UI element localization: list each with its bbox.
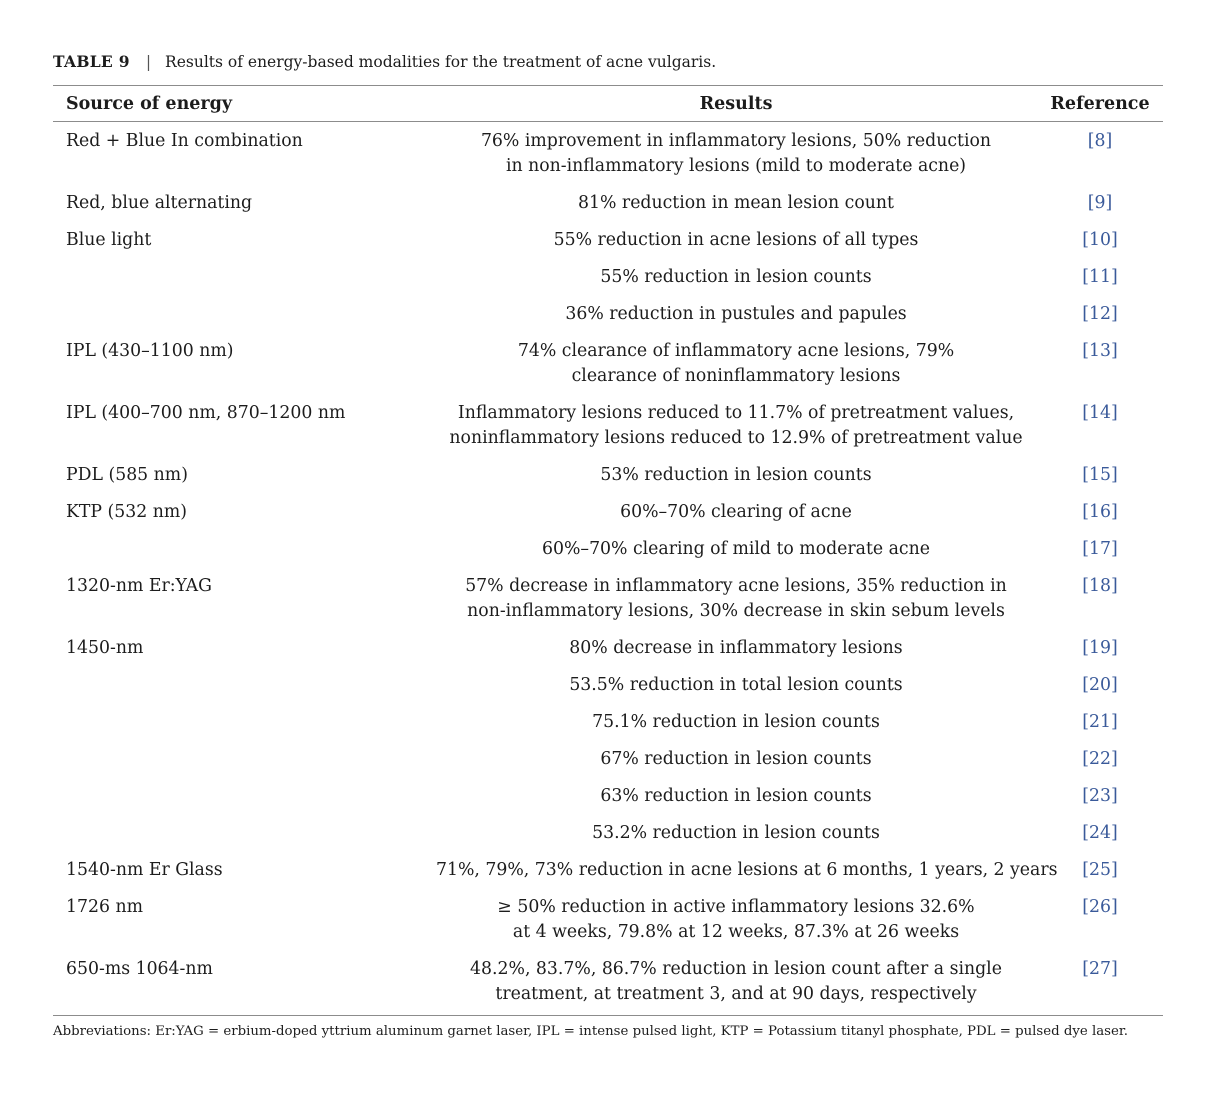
results-line: 71%, 79%, 73% reduction in acne lesions at 6 months, 1 years, 2 years bbox=[436, 860, 1058, 880]
reference-link[interactable]: [21] bbox=[1082, 712, 1118, 732]
table-row bbox=[53, 858, 1163, 895]
results-cell bbox=[436, 500, 1036, 525]
results-line: 76% improvement in inflammatory lesions, 50% reduction bbox=[480, 131, 992, 151]
results-line: Inflammatory lesions reduced to 11.7% of pretreatment values, bbox=[457, 403, 1015, 423]
table-bottom-rule bbox=[53, 1015, 1163, 1016]
results-cell bbox=[436, 537, 1036, 562]
reference-link[interactable]: [14] bbox=[1082, 403, 1118, 423]
results-cell bbox=[436, 265, 1036, 290]
table-row bbox=[53, 636, 1163, 673]
results-cell bbox=[436, 574, 1036, 624]
reference-link[interactable]: [27] bbox=[1082, 959, 1118, 979]
source-of-energy-cell bbox=[53, 673, 436, 698]
table-row bbox=[53, 265, 1163, 302]
reference-link[interactable]: [17] bbox=[1082, 539, 1118, 559]
results-line: in non-inflammatory lesions (mild to moderate acne) bbox=[505, 156, 967, 176]
results-cell bbox=[436, 302, 1036, 327]
results-cell bbox=[436, 673, 1036, 698]
source-of-energy-cell: 1726 nm bbox=[66, 897, 143, 917]
reference-link[interactable]: [24] bbox=[1082, 823, 1118, 843]
source-of-energy-cell: 1450-nm bbox=[66, 638, 144, 658]
table-row bbox=[53, 784, 1163, 821]
table-title: Results of energy-based modalities for the treatment of acne vulgaris. bbox=[165, 53, 717, 71]
table-row bbox=[53, 710, 1163, 747]
results-line: treatment, at treatment 3, and at 90 days, respectively bbox=[495, 984, 977, 1004]
results-line: 60%–70% clearing of acne bbox=[620, 502, 852, 522]
results-cell bbox=[436, 895, 1036, 945]
table-row bbox=[53, 895, 1163, 957]
results-line: 36% reduction in pustules and papules bbox=[565, 304, 907, 324]
results-line: 80% decrease in inflammatory lesions bbox=[569, 638, 903, 658]
table-row bbox=[53, 957, 1163, 1019]
results-cell bbox=[436, 463, 1036, 488]
results-line: ≥ 50% reduction in active inflammatory lesions 32.6% bbox=[497, 897, 975, 917]
reference-link[interactable]: [8] bbox=[1087, 131, 1113, 151]
reference-link[interactable]: [11] bbox=[1082, 267, 1118, 287]
table-label: TABLE 9 bbox=[53, 52, 130, 71]
results-line: 60%–70% clearing of mild to moderate acne bbox=[542, 539, 930, 559]
source-of-energy-cell: IPL (430–1100 nm) bbox=[66, 341, 234, 361]
results-cell bbox=[436, 129, 1036, 179]
results-cell bbox=[436, 957, 1036, 1007]
table-row bbox=[53, 228, 1163, 265]
table-row bbox=[53, 339, 1163, 401]
results-line: 48.2%, 83.7%, 86.7% reduction in lesion count after a single bbox=[470, 959, 1002, 979]
results-line: noninflammatory lesions reduced to 12.9% of pretreatment value bbox=[449, 428, 1023, 448]
reference-link[interactable]: [10] bbox=[1082, 230, 1118, 250]
results-cell bbox=[436, 401, 1036, 451]
results-line: at 4 weeks, 79.8% at 12 weeks, 87.3% at 26 weeks bbox=[512, 922, 960, 942]
reference-link[interactable]: [16] bbox=[1082, 502, 1118, 522]
results-cell bbox=[436, 636, 1036, 661]
source-of-energy-cell: 1320-nm Er:YAG bbox=[66, 576, 212, 596]
header-reference: Reference bbox=[1050, 94, 1150, 114]
results-line: 53% reduction in lesion counts bbox=[600, 465, 872, 485]
reference-link[interactable]: [23] bbox=[1082, 786, 1118, 806]
results-cell bbox=[436, 821, 1036, 846]
results-cell bbox=[436, 747, 1036, 772]
table-row bbox=[53, 463, 1163, 500]
reference-link[interactable]: [20] bbox=[1082, 675, 1118, 695]
source-of-energy-cell: 1540-nm Er Glass bbox=[66, 860, 223, 880]
header-source-of-energy: Source of energy bbox=[66, 94, 233, 114]
results-line: 74% clearance of inflammatory acne lesions, 79% bbox=[517, 341, 955, 361]
results-line: non-inflammatory lesions, 30% decrease in skin sebum levels bbox=[467, 601, 1005, 621]
reference-link[interactable]: [25] bbox=[1082, 860, 1118, 880]
results-line: 63% reduction in lesion counts bbox=[600, 786, 872, 806]
results-cell bbox=[436, 784, 1036, 809]
results-line: 53.2% reduction in lesion counts bbox=[592, 823, 880, 843]
reference-link[interactable]: [22] bbox=[1082, 749, 1118, 769]
reference-link[interactable]: [9] bbox=[1087, 193, 1113, 213]
source-of-energy-cell: 650-ms 1064-nm bbox=[66, 959, 213, 979]
results-line: 53.5% reduction in total lesion counts bbox=[569, 675, 903, 695]
table-row bbox=[53, 821, 1163, 858]
results-line: 55% reduction in lesion counts bbox=[600, 267, 872, 287]
source-of-energy-cell bbox=[53, 747, 436, 772]
table-row bbox=[53, 129, 1163, 191]
source-of-energy-cell: PDL (585 nm) bbox=[66, 465, 188, 485]
results-line: 81% reduction in mean lesion count bbox=[578, 193, 894, 213]
table-row bbox=[53, 401, 1163, 463]
source-of-energy-cell bbox=[53, 710, 436, 735]
reference-link[interactable]: [12] bbox=[1082, 304, 1118, 324]
source-of-energy-cell: Red + Blue In combination bbox=[66, 131, 303, 151]
results-line: 75.1% reduction in lesion counts bbox=[592, 712, 880, 732]
source-of-energy-cell bbox=[53, 537, 436, 562]
table-header-rule bbox=[53, 121, 1163, 122]
reference-link[interactable]: [18] bbox=[1082, 576, 1118, 596]
results-cell bbox=[436, 339, 1036, 389]
source-of-energy-cell bbox=[53, 821, 436, 846]
table-row bbox=[53, 537, 1163, 574]
results-line: clearance of noninflammatory lesions bbox=[571, 366, 901, 386]
header-results: Results bbox=[699, 94, 773, 114]
results-line: 67% reduction in lesion counts bbox=[600, 749, 872, 769]
table-body bbox=[53, 129, 1163, 1019]
table-row bbox=[53, 747, 1163, 784]
table-row bbox=[53, 574, 1163, 636]
reference-link[interactable]: [26] bbox=[1082, 897, 1118, 917]
source-of-energy-cell: Blue light bbox=[66, 230, 152, 250]
source-of-energy-cell: IPL (400–700 nm, 870–1200 nm bbox=[66, 403, 346, 423]
abbreviations-footnote: Abbreviations: Er:YAG = erbium-doped yttrium aluminum garnet laser, IPL = intense pulsed light, KTP = Potassium titanyl phosphate, PDL = pulsed dye laser. bbox=[53, 1024, 1128, 1039]
source-of-energy-cell bbox=[53, 302, 436, 327]
source-of-energy-cell: KTP (532 nm) bbox=[66, 502, 188, 522]
results-cell bbox=[436, 228, 1036, 253]
caption-separator: | bbox=[145, 53, 152, 71]
source-of-energy-cell: Red, blue alternating bbox=[66, 193, 253, 213]
table-caption bbox=[53, 52, 716, 72]
results-cell bbox=[436, 858, 1058, 883]
results-cell bbox=[436, 191, 1036, 216]
table-row bbox=[53, 191, 1163, 228]
reference-link[interactable]: [19] bbox=[1082, 638, 1118, 658]
table-top-rule bbox=[53, 85, 1163, 86]
results-line: 55% reduction in acne lesions of all types bbox=[553, 230, 919, 250]
reference-link[interactable]: [15] bbox=[1082, 465, 1118, 485]
table-row bbox=[53, 500, 1163, 537]
table-row bbox=[53, 673, 1163, 710]
results-line: 57% decrease in inflammatory acne lesions, 35% reduction in bbox=[465, 576, 1007, 596]
table-row bbox=[53, 302, 1163, 339]
reference-link[interactable]: [13] bbox=[1082, 341, 1118, 361]
source-of-energy-cell bbox=[53, 784, 436, 809]
results-cell bbox=[436, 710, 1036, 735]
source-of-energy-cell bbox=[53, 265, 436, 290]
